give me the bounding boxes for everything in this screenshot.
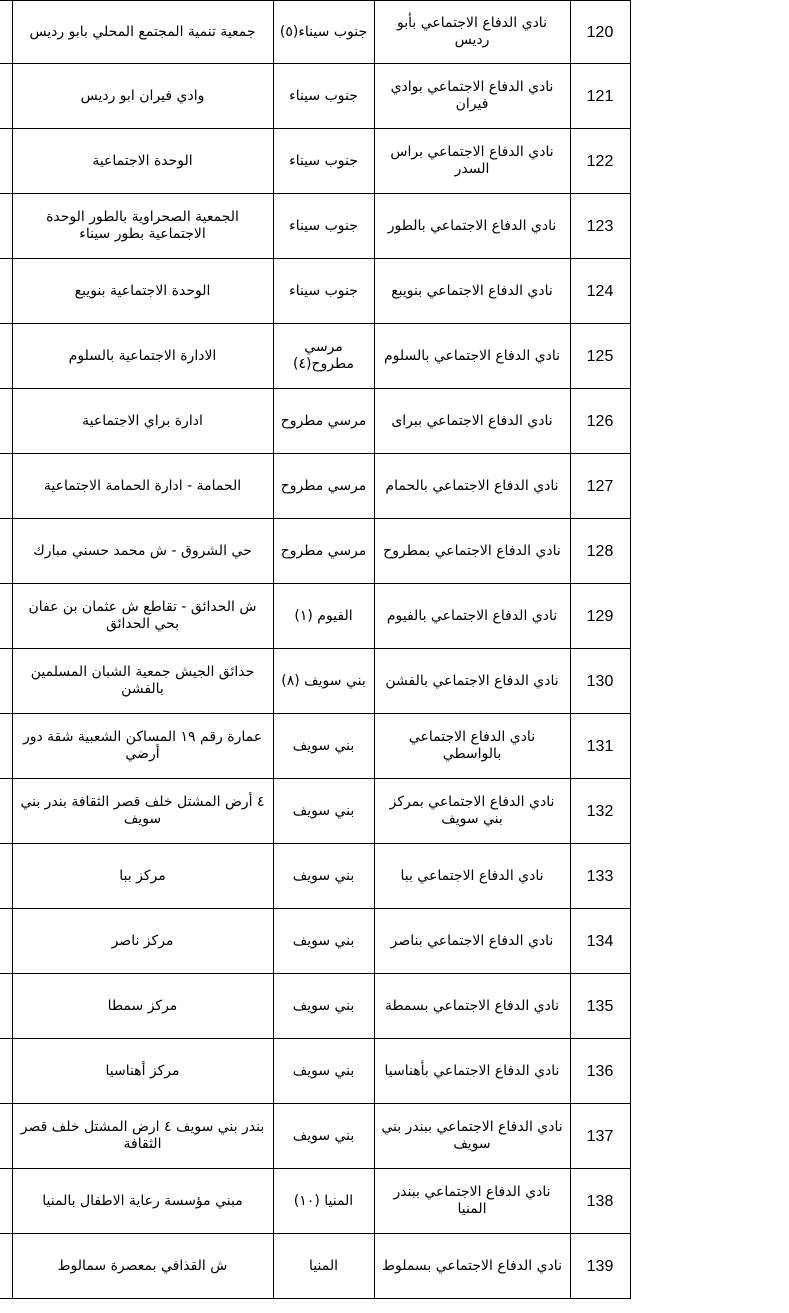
table-row [0,909,630,974]
table-row [0,64,630,129]
row-edge-cell [0,454,12,519]
row-edge-cell [0,1039,12,1104]
row-number-cell: 139 [570,1234,630,1299]
address-cell: حدائق الجيش جمعية الشبان المسلمين بالفشن [12,649,273,714]
address-cell: مركز ببا [12,844,273,909]
row-edge-cell [0,324,12,389]
row-number-cell: 122 [570,129,630,194]
address-cell: عمارة رقم ١٩ المساكن الشعبية شقة دور أرضي [12,714,273,779]
governorate-cell: جنوب سيناء [273,194,374,259]
table-row [0,714,630,779]
row-edge-cell [0,974,12,1039]
row-edge-cell [0,909,12,974]
address-cell: ش الحدائق - تقاطع ش عثمان بن عفان بحي الحدائق [12,584,273,649]
governorate-cell: بني سويف [273,844,374,909]
club-name-cell: نادي الدفاع الاجتماعي ببراى [374,389,570,454]
table-body [0,1,630,1299]
row-edge-cell [0,194,12,259]
address-cell: مركز سمطا [12,974,273,1039]
table-row [0,1,630,64]
row-edge-cell [0,649,12,714]
row-number-cell: 123 [570,194,630,259]
governorate-cell: المنيا [273,1234,374,1299]
row-edge-cell [0,1169,12,1234]
club-name-cell: نادي الدفاع الاجتماعي بأهناسيا [374,1039,570,1104]
club-name-cell: نادي الدفاع الاجتماعي بسمطة [374,974,570,1039]
row-edge-cell [0,584,12,649]
club-name-cell: نادي الدفاع الاجتماعي بناصر [374,909,570,974]
governorate-cell: بني سويف (٨) [273,649,374,714]
club-name-cell: نادي الدفاع الاجتماعي بأبو رديس [374,1,570,64]
row-edge-cell [0,1,12,64]
table-row [0,129,630,194]
row-number-cell: 128 [570,519,630,584]
address-cell: الجمعية الصحراوية بالطور الوحدة الاجتماعية بطور سيناء [12,194,273,259]
governorate-cell: بني سويف [273,974,374,1039]
club-name-cell: نادي الدفاع الاجتماعي بمركز بني سويف [374,779,570,844]
table-row [0,974,630,1039]
row-edge-cell [0,779,12,844]
row-number-cell: 120 [570,1,630,64]
table-row [0,194,630,259]
row-number-cell: 126 [570,389,630,454]
governorate-cell: مرسي مطروح [273,389,374,454]
row-edge-cell [0,259,12,324]
table-row [0,844,630,909]
row-number-cell: 124 [570,259,630,324]
row-edge-cell [0,844,12,909]
governorate-cell: بني سويف [273,909,374,974]
table-row [0,324,630,389]
row-number-cell: 138 [570,1169,630,1234]
governorate-cell: بني سويف [273,1104,374,1169]
club-name-cell: نادي الدفاع الاجتماعي براس السدر [374,129,570,194]
row-number-cell: 125 [570,324,630,389]
address-cell: مركز أهناسيا [12,1039,273,1104]
governorate-cell: جنوب سيناء [273,64,374,129]
governorate-cell: مرسي مطروح [273,454,374,519]
address-cell: الوحدة الاجتماعية [12,129,273,194]
governorate-cell: بني سويف [273,1039,374,1104]
row-number-cell: 121 [570,64,630,129]
table-row [0,519,630,584]
table-row [0,389,630,454]
club-name-cell: نادي الدفاع الاجتماعي بالسلوم [374,324,570,389]
club-name-cell: نادي الدفاع الاجتماعي ببندر بني سويف [374,1104,570,1169]
row-edge-cell [0,64,12,129]
table-row [0,1234,630,1299]
row-number-cell: 132 [570,779,630,844]
governorate-cell: بني سويف [273,779,374,844]
governorate-cell: بني سويف [273,714,374,779]
table-row [0,259,630,324]
club-name-cell: نادي الدفاع الاجتماعي بسملوط [374,1234,570,1299]
table-row [0,1104,630,1169]
club-name-cell: نادي الدفاع الاجتماعي ببا [374,844,570,909]
row-number-cell: 135 [570,974,630,1039]
club-name-cell: نادي الدفاع الاجتماعي بالحمام [374,454,570,519]
row-number-cell: 134 [570,909,630,974]
row-number-cell: 131 [570,714,630,779]
address-cell: الادارة الاجتماعية بالسلوم [12,324,273,389]
club-name-cell: نادي الدفاع الاجتماعي بالفشن [374,649,570,714]
row-number-cell: 136 [570,1039,630,1104]
address-cell: جمعية تنمية المجتمع المحلي بابو رديس [12,1,273,64]
address-cell: حي الشروق - ش محمد حسني مبارك [12,519,273,584]
governorate-cell: مرسي مطروح(٤) [273,324,374,389]
club-name-cell: نادي الدفاع الاجتماعي بالواسطي [374,714,570,779]
club-name-cell: نادي الدفاع الاجتماعي بمطروح [374,519,570,584]
governorate-cell: الفيوم (١) [273,584,374,649]
row-number-cell: 133 [570,844,630,909]
governorate-cell: مرسي مطروح [273,519,374,584]
row-number-cell: 137 [570,1104,630,1169]
address-cell: مبني مؤسسة رعاية الاطفال بالمنيا [12,1169,273,1234]
row-edge-cell [0,714,12,779]
address-cell: وادي فيران ابو رديس [12,64,273,129]
governorate-cell: المنيا (١٠) [273,1169,374,1234]
address-cell: ٤ أرض المشتل خلف قصر الثقافة بندر بني سويف [12,779,273,844]
table-row [0,1039,630,1104]
address-cell: الوحدة الاجتماعية بنويبع [12,259,273,324]
row-edge-cell [0,389,12,454]
table-row [0,584,630,649]
club-name-cell: نادي الدفاع الاجتماعي بنويبع [374,259,570,324]
table-row [0,649,630,714]
governorate-cell: جنوب سيناء [273,259,374,324]
table-row [0,779,630,844]
club-name-cell: نادي الدفاع الاجتماعي بالطور [374,194,570,259]
club-name-cell: نادي الدفاع الاجتماعي بوادي فيران [374,64,570,129]
address-cell: ادارة براي الاجتماعية [12,389,273,454]
address-cell: بندر بني سويف ٤ ارض المشتل خلف قصر الثقافة [12,1104,273,1169]
table-row [0,1169,630,1234]
address-cell: ش القذافي بمعصرة سمالوط [12,1234,273,1299]
club-name-cell: نادي الدفاع الاجتماعي بالفيوم [374,584,570,649]
row-edge-cell [0,519,12,584]
row-edge-cell [0,129,12,194]
row-number-cell: 129 [570,584,630,649]
row-number-cell: 130 [570,649,630,714]
row-edge-cell [0,1104,12,1169]
club-name-cell: نادي الدفاع الاجتماعي ببندر المنيا [374,1169,570,1234]
governorate-cell: جنوب سيناء [273,129,374,194]
address-cell: الحمامة - ادارة الحمامة الاجتماعية [12,454,273,519]
row-number-cell: 127 [570,454,630,519]
table-row [0,454,630,519]
governorate-cell: جنوب سيناء(٥) [273,1,374,64]
address-cell: مركز ناصر [12,909,273,974]
row-edge-cell [0,1234,12,1299]
